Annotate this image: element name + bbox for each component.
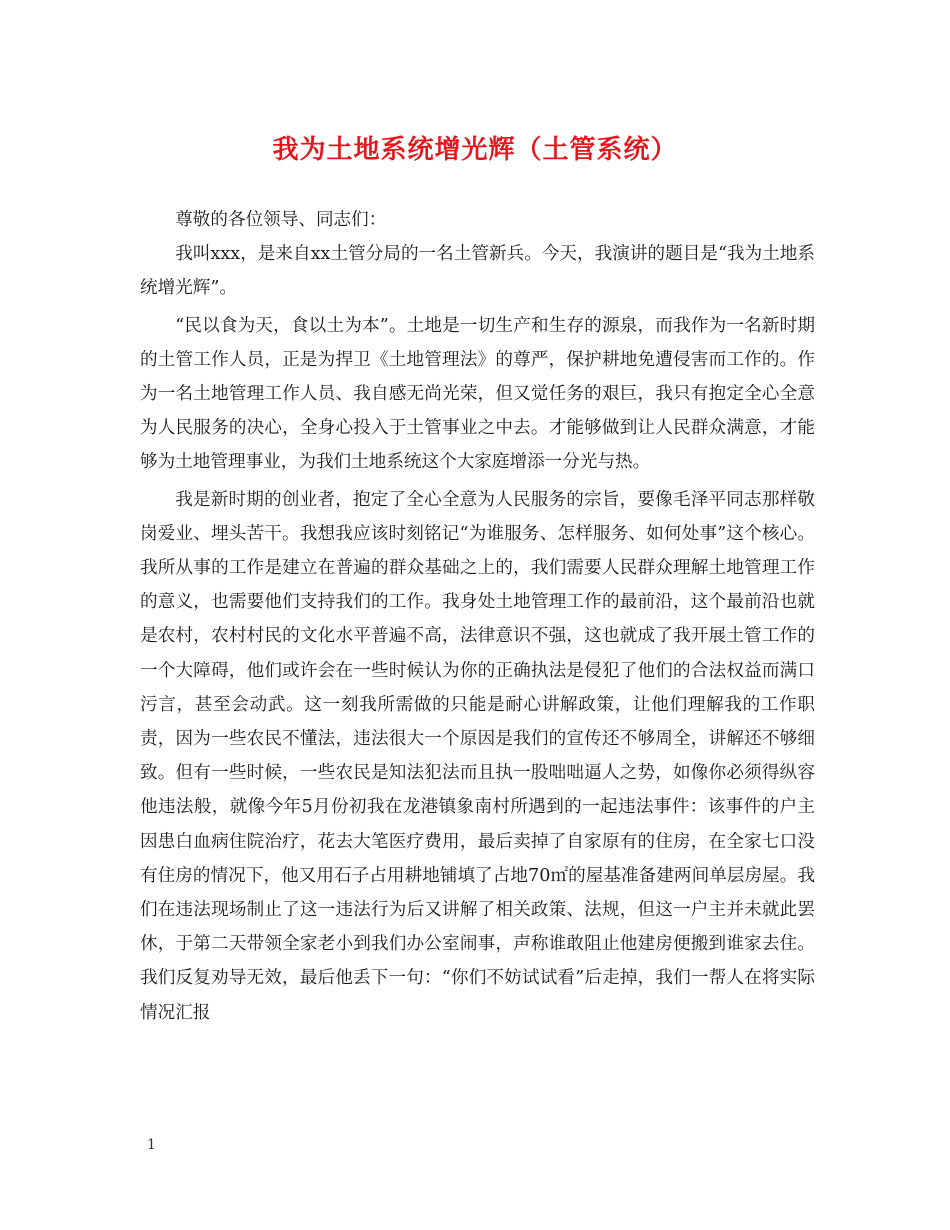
page-number: 1 — [147, 1137, 156, 1153]
paragraph-land: “民以食为天，食以土为本”。土地是一切生产和生存的源泉，而我作为一名新时期的土管工作人员，正是为捍卫《土地管理法》的尊严，保护耕地免遭侵害而工作的。作为一名土地管理工作人员、我自感无尚光荣，但又觉任务的艰巨，我只有抱定全心全意为人民服务的决心，全身心投入于土管事业之中去。才能够做到让人民群众满意，才能够为土地管理事业，为我们土地系统这个大家庭增添一分光与热。 — [140, 315, 815, 473]
paragraph-intro: 我叫xxx，是来自xx土管分局的一名土管新兵。今天，我演讲的题目是“我为土地系统增光辉”。 — [140, 244, 815, 299]
paragraph-work: 我是新时期的创业者，抱定了全心全意为人民服务的宗旨，要像毛泽平同志那样敬岗爱业、埋头苦干。我想我应该时刻铭记“为谁服务、怎样服务、如何处事”这个核心。我所从事的工作是建立在普遍的群众基础之上的，我们需要人民群众理解土地管理工作的意义，也需要他们支持我们的工作。我身处土地管理工作的最前沿，这个最前沿也就是农村，农村村民的文化水平普遍不高，法律意识不强，这也就成了我开展土管工作的一个大障碍，他们或许会在一些时候认为你的正确执法是侵犯了他们的合法权益而满口污言，甚至会动武。这一刻我所需做的只能是耐心讲解政策，让他们理解我的工作职责，因为一些农民不懂法，违法很大一个原因是我们的宣传还不够周全，讲解还不够细致。但有一些时候，一些农民是知法犯法而且执一股咄咄逼人之势，如像你必须得纵容他违法般，就像今年5月份初我在龙港镇象南村所遇到的一起违法事件：该事件的户主因患白血病住院治疗，花去大笔医疗费用，最后卖掉了自家原有的住房，在全家七口没有住房的情况下，他又用石子占用耕地铺填了占地70㎡的屋基准备建两间单层房屋。我们在违法现场制止了这一违法行为后又讲解了相关政策、法规，但这一户主并未就此罢休，于第二天带领全家老小到我们办公室闹事，声称谁敢阻止他建房便搬到谁家去住。我们反复劝导无效，最后他丢下一句：“你们不妨试试看”后走掉，我们一帮人在将实际情况汇报 — [140, 489, 815, 1023]
document-title: 我为土地系统增光辉（土管系统） — [272, 135, 678, 165]
greeting-line: 尊敬的各位领导、同志们： — [175, 210, 387, 230]
document-body — [140, 203, 815, 1030]
